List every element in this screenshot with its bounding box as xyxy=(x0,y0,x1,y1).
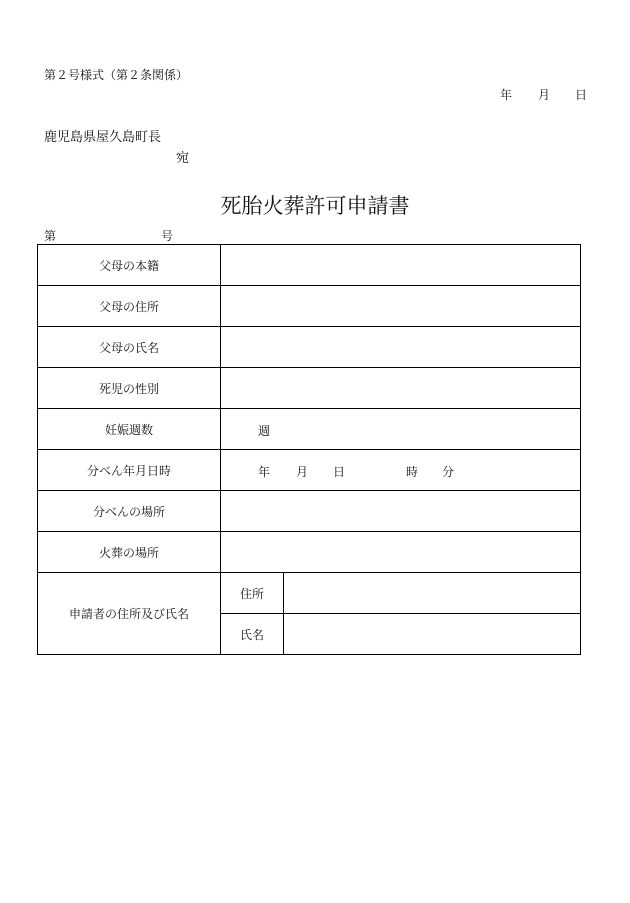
day-unit: 日 xyxy=(333,465,346,479)
parents-name-field[interactable] xyxy=(221,327,581,368)
year-unit: 年 xyxy=(258,465,271,479)
date-year-label: 年 xyxy=(500,88,513,102)
row-label: 火葬の場所 xyxy=(38,532,221,573)
table-row xyxy=(38,286,581,327)
number-suffix: 号 xyxy=(161,229,174,243)
table-row xyxy=(38,532,581,573)
table-row xyxy=(38,368,581,409)
row-label: 分べんの場所 xyxy=(38,491,221,532)
applicant-address-field[interactable] xyxy=(284,573,581,614)
addressee-suffix: 宛 xyxy=(176,151,190,166)
applicant-name-field[interactable] xyxy=(284,614,581,655)
form-reference: 第２号様式（第２条関係） xyxy=(44,68,189,82)
row-label: 死児の性別 xyxy=(38,368,221,409)
month-unit: 月 xyxy=(296,465,309,479)
parents-address-field[interactable] xyxy=(221,286,581,327)
row-label: 妊娠週数 xyxy=(38,409,221,450)
row-label: 分べん年月日時 xyxy=(38,450,221,491)
table-row xyxy=(38,450,581,491)
gestation-weeks-field[interactable] xyxy=(221,409,581,450)
table-row xyxy=(38,573,581,614)
hour-unit: 時 xyxy=(406,465,419,479)
minute-unit: 分 xyxy=(442,465,455,479)
applicant-name-label: 氏名 xyxy=(221,614,284,655)
applicant-address-label: 住所 xyxy=(221,573,284,614)
delivery-datetime-field[interactable] xyxy=(221,450,581,491)
delivery-place-field[interactable] xyxy=(221,491,581,532)
number-prefix: 第 xyxy=(44,229,57,243)
date-month-label: 月 xyxy=(538,88,551,102)
table-row xyxy=(38,409,581,450)
applicant-label: 申請者の住所及び氏名 xyxy=(38,573,221,655)
row-label: 父母の氏名 xyxy=(38,327,221,368)
date-day-label: 日 xyxy=(575,88,588,102)
weeks-unit: 週 xyxy=(258,424,271,438)
cremation-place-field[interactable] xyxy=(221,532,581,573)
document-title: 死胎火葬許可申請書 xyxy=(220,194,410,218)
row-label: 父母の住所 xyxy=(38,286,221,327)
application-form-table xyxy=(37,244,581,655)
addressee: 鹿児島県屋久島町長 xyxy=(44,130,162,145)
table-row xyxy=(38,327,581,368)
parents-domicile-field[interactable] xyxy=(221,245,581,286)
row-label: 父母の本籍 xyxy=(38,245,221,286)
stillborn-sex-field[interactable] xyxy=(221,368,581,409)
table-row xyxy=(38,245,581,286)
table-row xyxy=(38,491,581,532)
